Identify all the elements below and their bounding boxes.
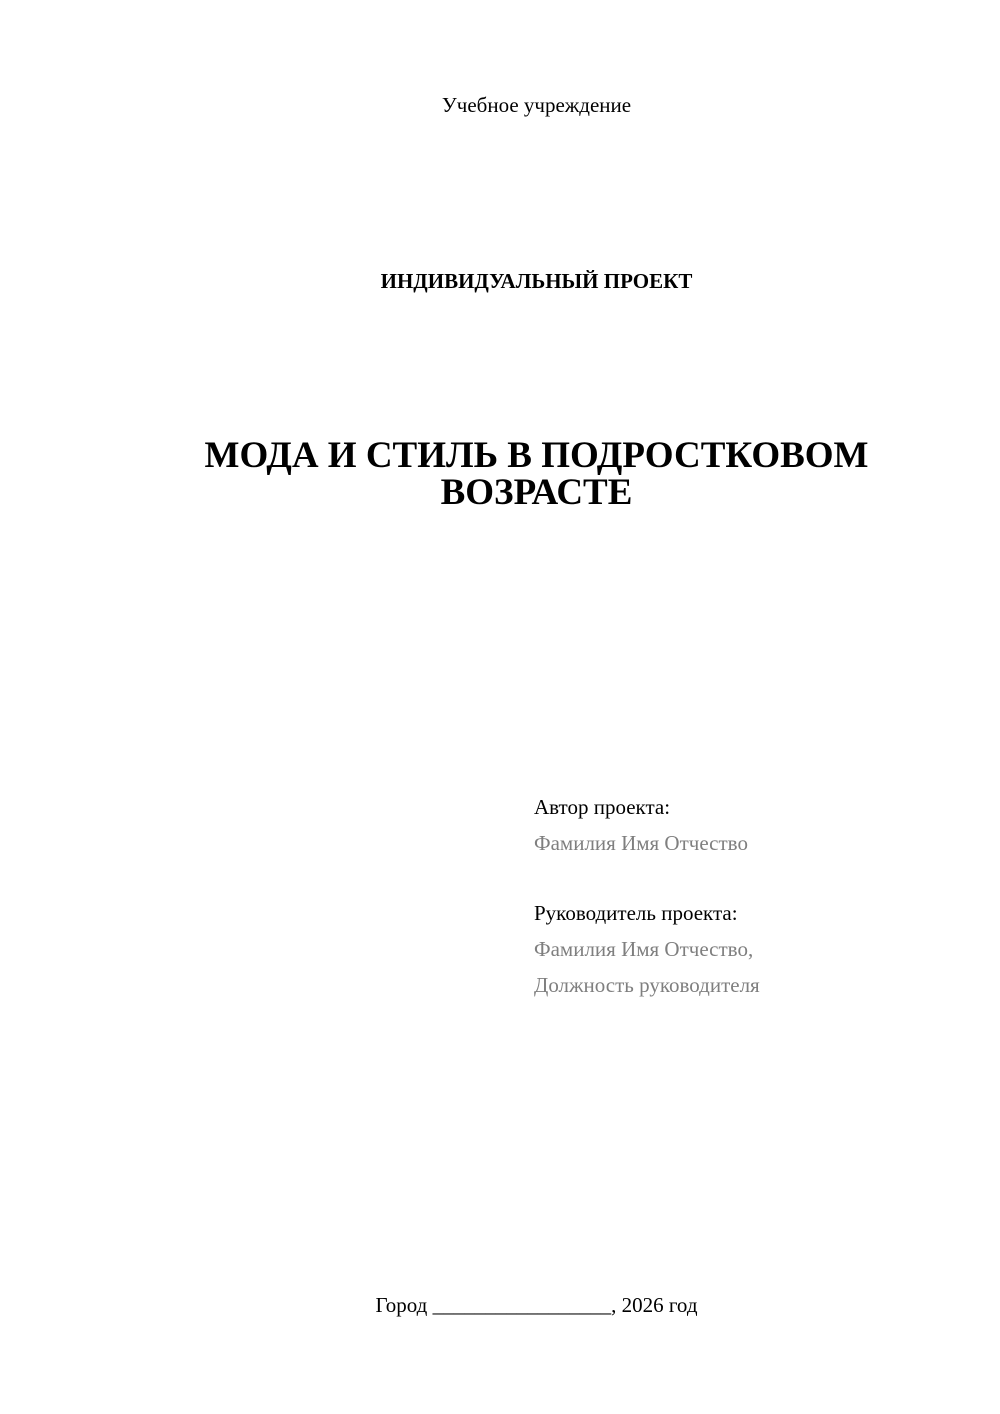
author-name: Фамилия Имя Отчество (534, 831, 748, 855)
author-label: Автор проекта: (534, 795, 671, 819)
city-year-footer: Город _________________, 2026 год (375, 1293, 698, 1317)
supervisor-name: Фамилия Имя Отчество, (534, 937, 754, 961)
credits-block (534, 789, 974, 1003)
project-title-line-1: МОДА И СТИЛЬ В ПОДРОСТКОВОМ (204, 435, 869, 476)
supervisor-label: Руководитель проекта: (534, 901, 738, 925)
supervisor-position: Должность руководителя (534, 973, 760, 997)
credits-spacer (534, 861, 974, 895)
project-type-heading: ИНДИВИДУАЛЬНЫЙ ПРОЕКТ (380, 269, 693, 293)
institution-name: Учебное учреждение (441, 93, 632, 117)
project-title (0, 437, 1000, 511)
project-title-line-2: ВОЗРАСТЕ (440, 472, 633, 513)
